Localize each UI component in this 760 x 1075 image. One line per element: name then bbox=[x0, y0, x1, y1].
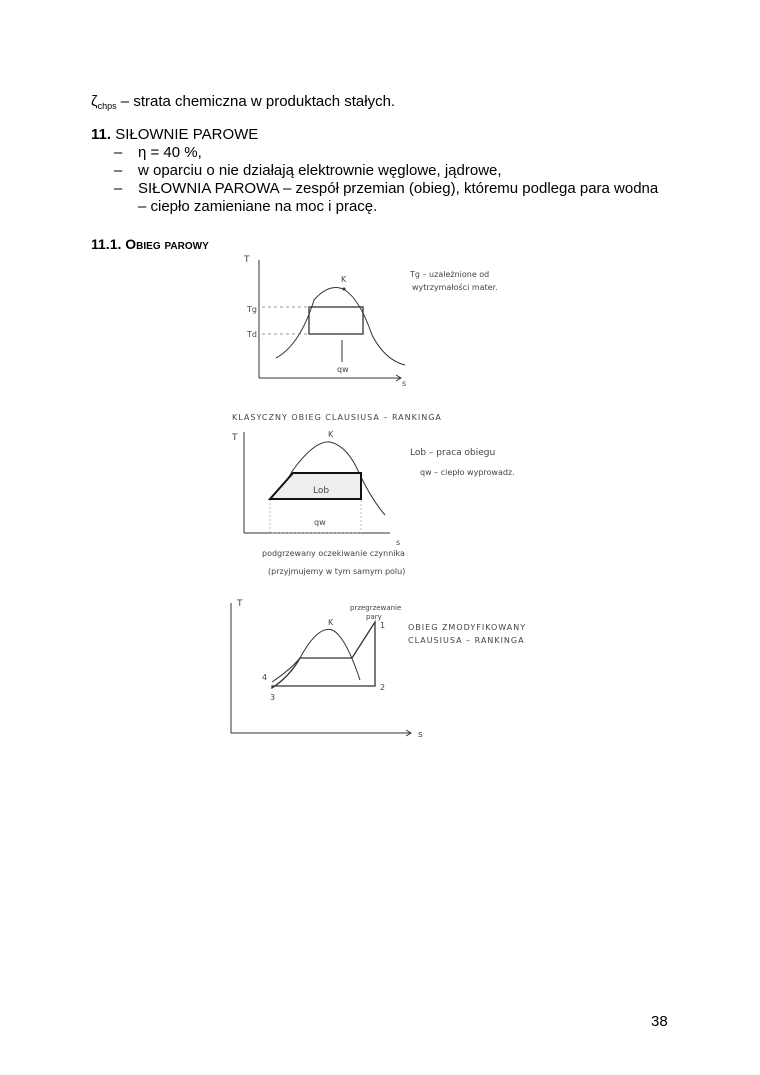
subsection-number: 11.1. bbox=[91, 236, 126, 252]
bullet-item: w oparciu o nie działają elektrownie węglowe, jądrowe, bbox=[138, 162, 502, 179]
zeta-symbol: ζ bbox=[91, 93, 98, 110]
point-1-label: 1 bbox=[380, 621, 386, 630]
note-tg-line1: Tg – uzależnione od bbox=[410, 270, 490, 279]
legend-qw: qw – ciepło wyprowadz. bbox=[420, 468, 515, 477]
bullet-dash: – bbox=[114, 162, 123, 179]
point-3-label: 3 bbox=[270, 693, 276, 702]
saturation-curve bbox=[272, 629, 360, 682]
axes bbox=[259, 260, 401, 381]
section-number: 11. bbox=[91, 126, 116, 143]
point-k-label: K bbox=[328, 430, 334, 439]
axis-label-t: T bbox=[237, 599, 243, 609]
figure2-caption: KLASYCZNY OBIEG CLAUSIUSA – RANKINGA bbox=[232, 413, 442, 422]
cycle-rectangle bbox=[309, 307, 363, 334]
lob-label: Lob bbox=[313, 486, 330, 496]
qw-label: qw bbox=[314, 518, 326, 527]
note-line2: (przyjmujemy w tym samym polu) bbox=[268, 567, 406, 576]
section-title: SIŁOWNIE PAROWE bbox=[115, 126, 259, 143]
bullet-dash: – bbox=[114, 180, 123, 197]
note-line1: podgrzewany oczekiwanie czynnika bbox=[262, 549, 405, 558]
axis-label-t: T bbox=[244, 255, 250, 265]
point-2-label: 2 bbox=[380, 683, 386, 692]
zeta-description: – strata chemiczna w produktach stałych. bbox=[116, 93, 396, 110]
bullet-item: SIŁOWNIA PAROWA – zespół przemian (obieg), któremu podlega para wodna bbox=[138, 180, 659, 197]
td-label: Td bbox=[247, 330, 257, 339]
legend-lob: Lob – praca obiegu bbox=[410, 448, 496, 458]
bullet-dash: – bbox=[114, 144, 123, 161]
page-number: 38 bbox=[651, 1013, 668, 1030]
axis-label-t: T bbox=[232, 433, 238, 443]
subsection-title: Obieg parowy bbox=[125, 236, 209, 252]
saturation-curve bbox=[276, 288, 405, 365]
heat-out-area bbox=[270, 499, 361, 533]
critical-point bbox=[343, 288, 346, 291]
note-tg-line2: wytrzymałości mater. bbox=[412, 283, 498, 292]
axis-label-s: s bbox=[402, 379, 407, 388]
figure3-caption-line1: OBIEG ZMODYFIKOWANY bbox=[408, 623, 527, 632]
point-k-label: K bbox=[328, 618, 334, 627]
axis-label-s: s bbox=[396, 538, 401, 547]
figure3-caption-line2: CLAUSIUSA – RANKINGA bbox=[408, 636, 525, 645]
bullet-item: η = 40 %, bbox=[138, 144, 202, 161]
point-k-label: K bbox=[341, 275, 347, 284]
superheat-note-line2: pary bbox=[366, 613, 382, 621]
bullet-item-continuation: – ciepło zamieniane na moc i pracę. bbox=[138, 198, 378, 215]
point-4-label: 4 bbox=[262, 673, 268, 682]
qw-label: qw bbox=[337, 365, 349, 374]
axis-label-s: s bbox=[418, 730, 423, 740]
zeta-subscript: chps bbox=[97, 101, 117, 111]
superheat-note-line1: przegrzewanie bbox=[350, 604, 402, 612]
tg-label: Tg bbox=[247, 305, 257, 314]
